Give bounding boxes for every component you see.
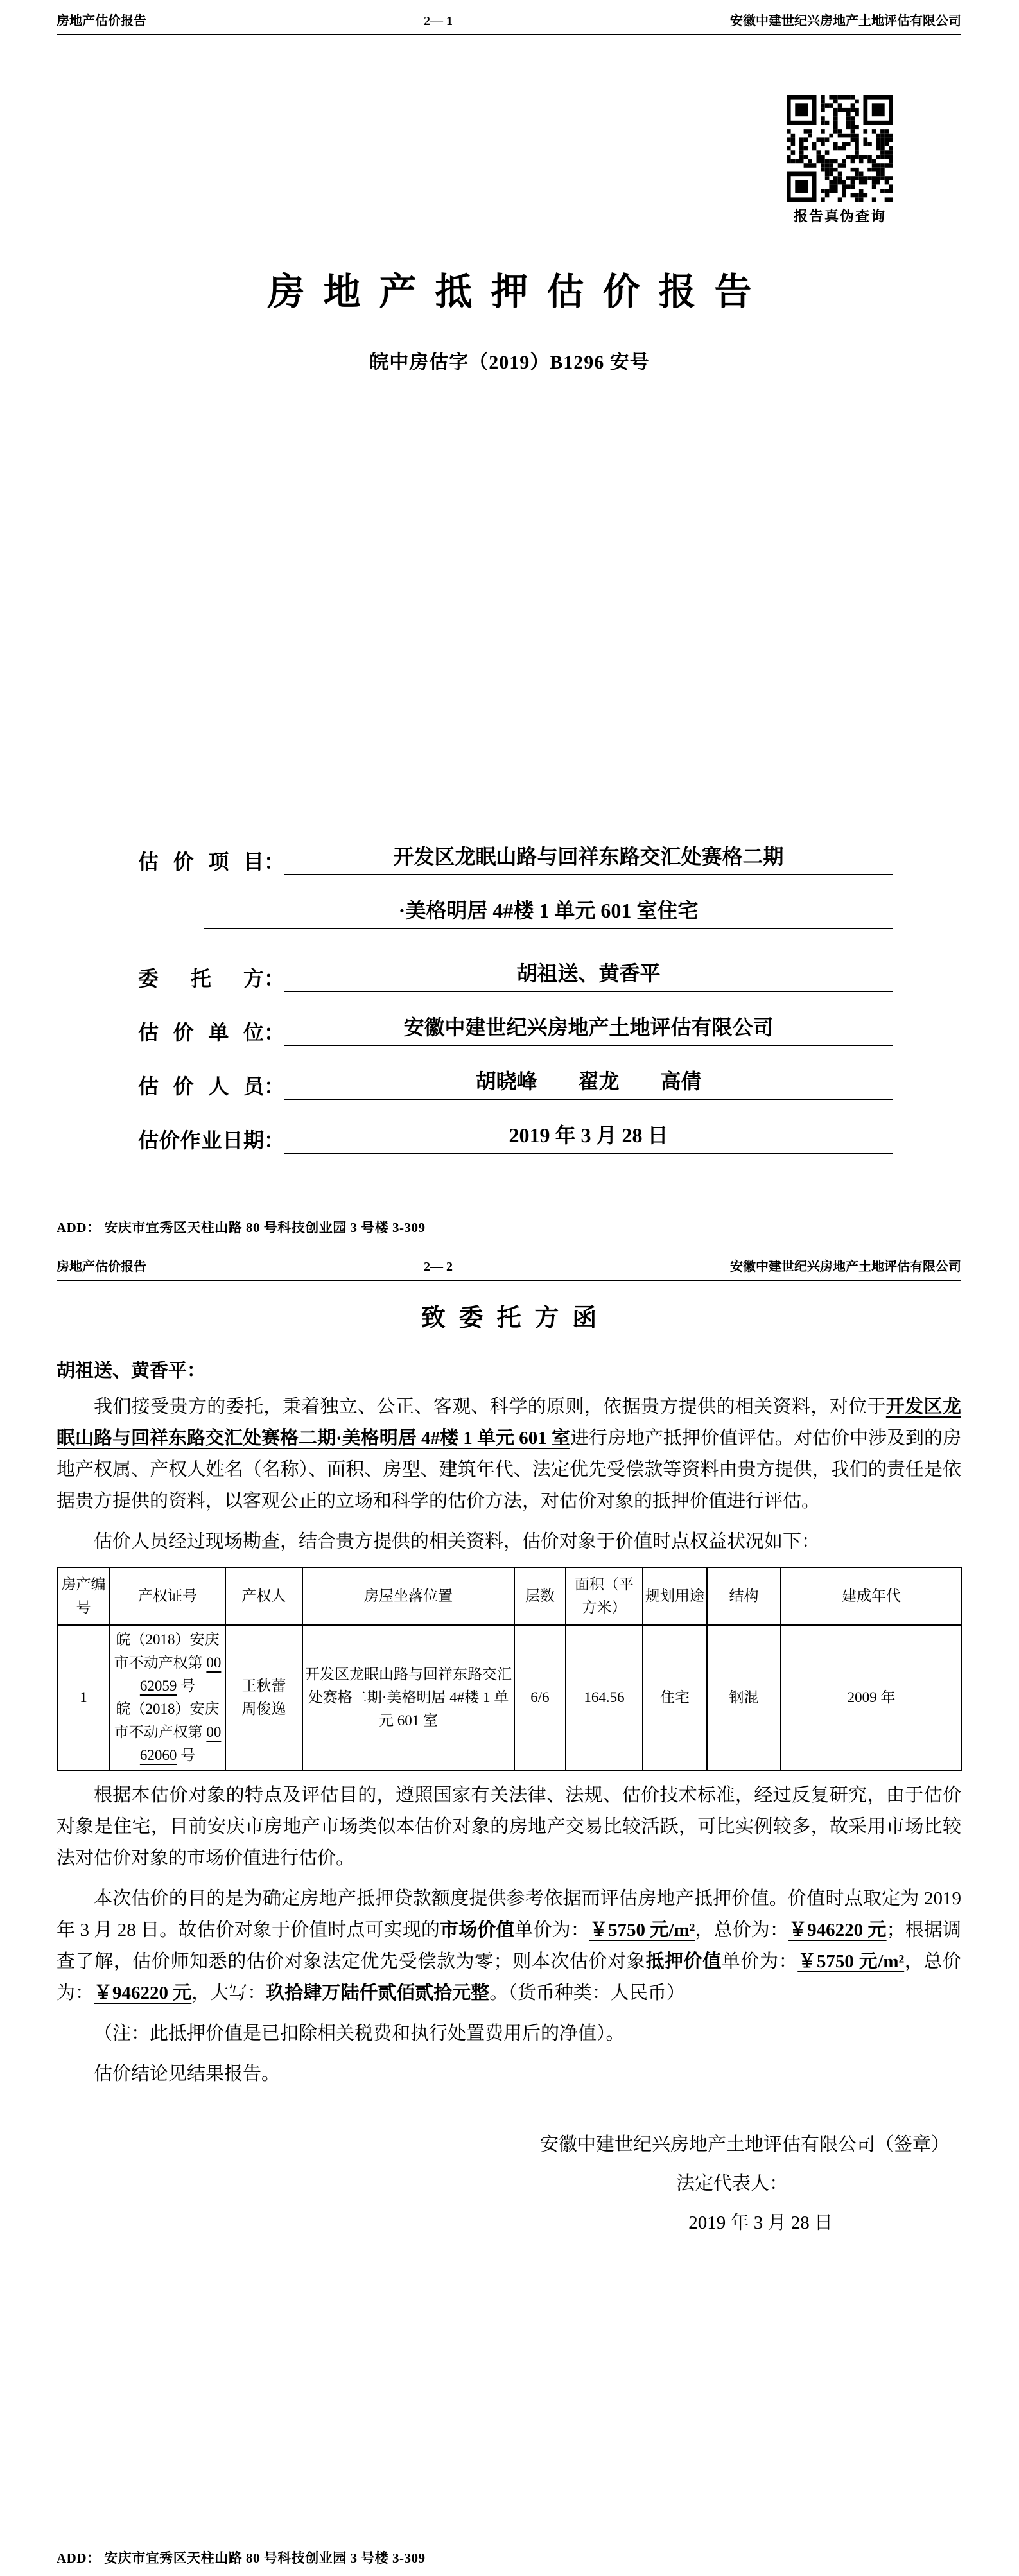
header-doc-title: 房地产估价报告	[57, 14, 146, 28]
paragraph-inspection: 估价人员经过现场勘查，结合贵方提供的相关资料，估价对象于价值时点权益状况如下：	[94, 1531, 821, 1552]
letter-body	[57, 1298, 961, 2234]
project-colon: ：	[264, 850, 285, 873]
page1-header	[57, 0, 961, 35]
para4-text: 单价为：	[721, 1951, 798, 1972]
cover-page	[0, 0, 1019, 1246]
paragraph-valuation	[57, 1883, 961, 2009]
cell-structure: 钢混	[707, 1625, 781, 1770]
paragraph-engagement	[57, 1391, 961, 1517]
col-header-property-no: 房产编号	[57, 1567, 110, 1625]
header-company-name: 安徽中建世纪兴房地产土地评估有限公司	[730, 1260, 961, 1274]
cell-year: 2009 年	[781, 1625, 962, 1770]
col-header-year: 建成年代	[781, 1567, 962, 1625]
report-title: 房地产抵押估价报告	[267, 271, 771, 313]
form-row-project	[138, 840, 893, 875]
cert-1	[112, 1628, 223, 1698]
cell-owner	[225, 1625, 302, 1770]
date-value: 2019 年 3 月 28 日	[284, 1119, 893, 1154]
para4-text: ；根据调查了解，估价师知悉的估价对象法定优先受偿款为零；则本次估价对象	[57, 1920, 961, 1972]
client-colon: ：	[264, 967, 285, 990]
para1-text: 我们接受贵方的委托，秉着独立、公正、客观、科学的原则，依据贵方提供的相关资料，对位于	[94, 1397, 886, 1417]
appraisers-colon: ：	[264, 1075, 285, 1098]
header-doc-title: 房地产估价报告	[57, 1260, 146, 1274]
page2-footer-address: ADD： 安庆市宜秀区天柱山路 80 号科技创业园 3 号楼 3-309	[57, 2550, 426, 2566]
cert-2-prefix: 皖（2018）安庆市不动产权第	[114, 1701, 220, 1740]
qr-block	[787, 95, 893, 225]
col-header-structure: 结构	[707, 1567, 781, 1625]
qr-code	[787, 95, 893, 202]
signature-legal-rep: 法定代表人：	[675, 2173, 788, 2194]
market-total-price: ￥946220 元	[788, 1920, 887, 1940]
paragraph-method: 根据本估价对象的特点及评估目的，遵照国家有关法律、法规、估价技术标准，经过反复研究，由于估价对象是住宅，目前安庆市房地产市场类似本估价对象的房地产交易比较活跃，可比实例较多，故采用市场比较法对估价对象的市场价值进行估价。	[57, 1785, 961, 1868]
para1-text: 进行房地产抵押价值评估。对估价中涉及到的房地产权属、产权人姓名（名称）、面积、房型、建筑年代、法定优先受偿款等资料由贵方提供，我们的责任是依据贵方提供的资料，以客观公正的立场和科学的估价方法，对估价对象的抵押价值进行评估。	[57, 1428, 961, 1511]
cover-form	[138, 840, 893, 1154]
mortgage-unit-price: ￥5750 元/m²	[797, 1951, 905, 1972]
market-value-term: 市场价值	[439, 1920, 515, 1940]
cell-property-no: 1	[57, 1625, 110, 1770]
cert-2	[112, 1698, 223, 1767]
form-row-appraisers	[138, 1065, 893, 1100]
project-value-line2: ·美格明居 4#楼 1 单元 601 室住宅	[204, 894, 893, 929]
paragraph-conclusion: 估价结论见结果报告。	[94, 2064, 281, 2084]
para4-text: ，总价为：	[57, 1951, 961, 2003]
market-unit-price: ￥5750 元/m²	[589, 1920, 695, 1940]
qr-caption: 报告真伪查询	[793, 208, 886, 224]
project-label: 估价项目	[138, 850, 264, 873]
cell-location: 开发区龙眠山路与回祥东路交汇处赛格二期·美格明居 4#楼 1 单元 601 室	[302, 1625, 514, 1770]
col-header-location: 房屋坐落位置	[302, 1567, 514, 1625]
agency-value: 安徽中建世纪兴房地产土地评估有限公司	[284, 1011, 893, 1046]
table-row	[57, 1625, 962, 1770]
col-header-use: 规划用途	[643, 1567, 707, 1625]
project-value-line1: 开发区龙眠山路与回祥东路交汇处赛格二期	[284, 840, 893, 875]
cell-floors: 6/6	[514, 1625, 566, 1770]
para1-property-location: 开发区龙眠山路与回祥东路交汇处赛格二期·美格明居 4#楼 1 单元 601 室	[57, 1397, 961, 1449]
owner-1: 王秋蕾	[241, 1678, 286, 1694]
form-row-client	[138, 957, 893, 992]
form-row-date	[138, 1119, 893, 1154]
cell-area: 164.56	[566, 1625, 643, 1770]
property-table	[57, 1567, 962, 1771]
col-header-area: 面积（平方米）	[566, 1567, 643, 1625]
page2-header	[57, 1246, 961, 1281]
cert-2-suffix: 号	[177, 1747, 196, 1763]
cell-cert-no	[110, 1625, 225, 1770]
owner-2: 周俊逸	[241, 1701, 286, 1717]
col-header-floors: 层数	[514, 1567, 566, 1625]
cert-2-number: 0062060	[139, 1724, 222, 1763]
col-header-cert-no: 产权证号	[110, 1567, 225, 1625]
mortgage-total-price: ￥946220 元	[94, 1983, 192, 2003]
paragraph-note: （注：此抵押价值是已扣除相关税费和执行处置费用后的净值）。	[94, 2023, 625, 2044]
cert-1-suffix: 号	[177, 1678, 196, 1694]
form-row-agency	[138, 1011, 893, 1046]
report-number: 皖中房估字（2019）B1296 安号	[369, 352, 650, 373]
client-label: 委托方	[138, 967, 264, 990]
para4-text: ，大写：	[191, 1983, 266, 2003]
form-row-project-cont	[204, 894, 893, 929]
cell-use: 住宅	[643, 1625, 707, 1770]
header-page-number: 2— 2	[424, 1260, 453, 1274]
para4-text: ，总价为：	[695, 1920, 789, 1940]
page1-footer-address: ADD： 安庆市宜秀区天柱山路 80 号科技创业园 3 号楼 3-309	[57, 1220, 426, 1235]
para4-text: 本次估价的目的是为确定房地产抵押贷款额度提供参考依据而评估房地产抵押价值。价值时点取定为 2019 年 3 月 28 日。故估价对象于价值时点可实现的	[57, 1888, 961, 1940]
signature-date: 2019 年 3 月 28 日	[688, 2213, 833, 2233]
mortgage-value-term: 抵押价值	[645, 1951, 722, 1972]
table-header-row	[57, 1567, 962, 1625]
salutation: 胡祖送、黄香平：	[57, 1361, 206, 1381]
cert-1-number: 0062059	[139, 1655, 222, 1694]
client-value: 胡祖送、黄香平	[284, 957, 893, 992]
header-company-name: 安徽中建世纪兴房地产土地评估有限公司	[730, 14, 961, 28]
date-colon: ：	[264, 1129, 285, 1152]
signature-block	[57, 2130, 961, 2234]
letter-page	[0, 1246, 1019, 2576]
cert-1-prefix: 皖（2018）安庆市不动产权第	[114, 1632, 220, 1671]
col-header-owner: 产权人	[225, 1567, 302, 1625]
appraisers-value: 胡晓峰 翟龙 高倩	[284, 1065, 893, 1100]
appraisers-label: 估价人员	[138, 1075, 264, 1098]
para4-text: 。（货币种类：人民币）	[489, 1983, 685, 2003]
para4-text: 单价为：	[514, 1920, 589, 1940]
agency-colon: ：	[264, 1021, 285, 1044]
signature-company: 安徽中建世纪兴房地产土地评估有限公司（签章）	[539, 2134, 950, 2155]
letter-title: 致委托方函	[421, 1305, 611, 1332]
header-page-number: 2— 1	[424, 14, 453, 28]
agency-label: 估价单位	[138, 1021, 264, 1044]
date-label: 估价作业日期	[138, 1129, 264, 1152]
amount-in-words: 玖拾肆万陆仟贰佰贰拾元整	[266, 1983, 490, 2003]
